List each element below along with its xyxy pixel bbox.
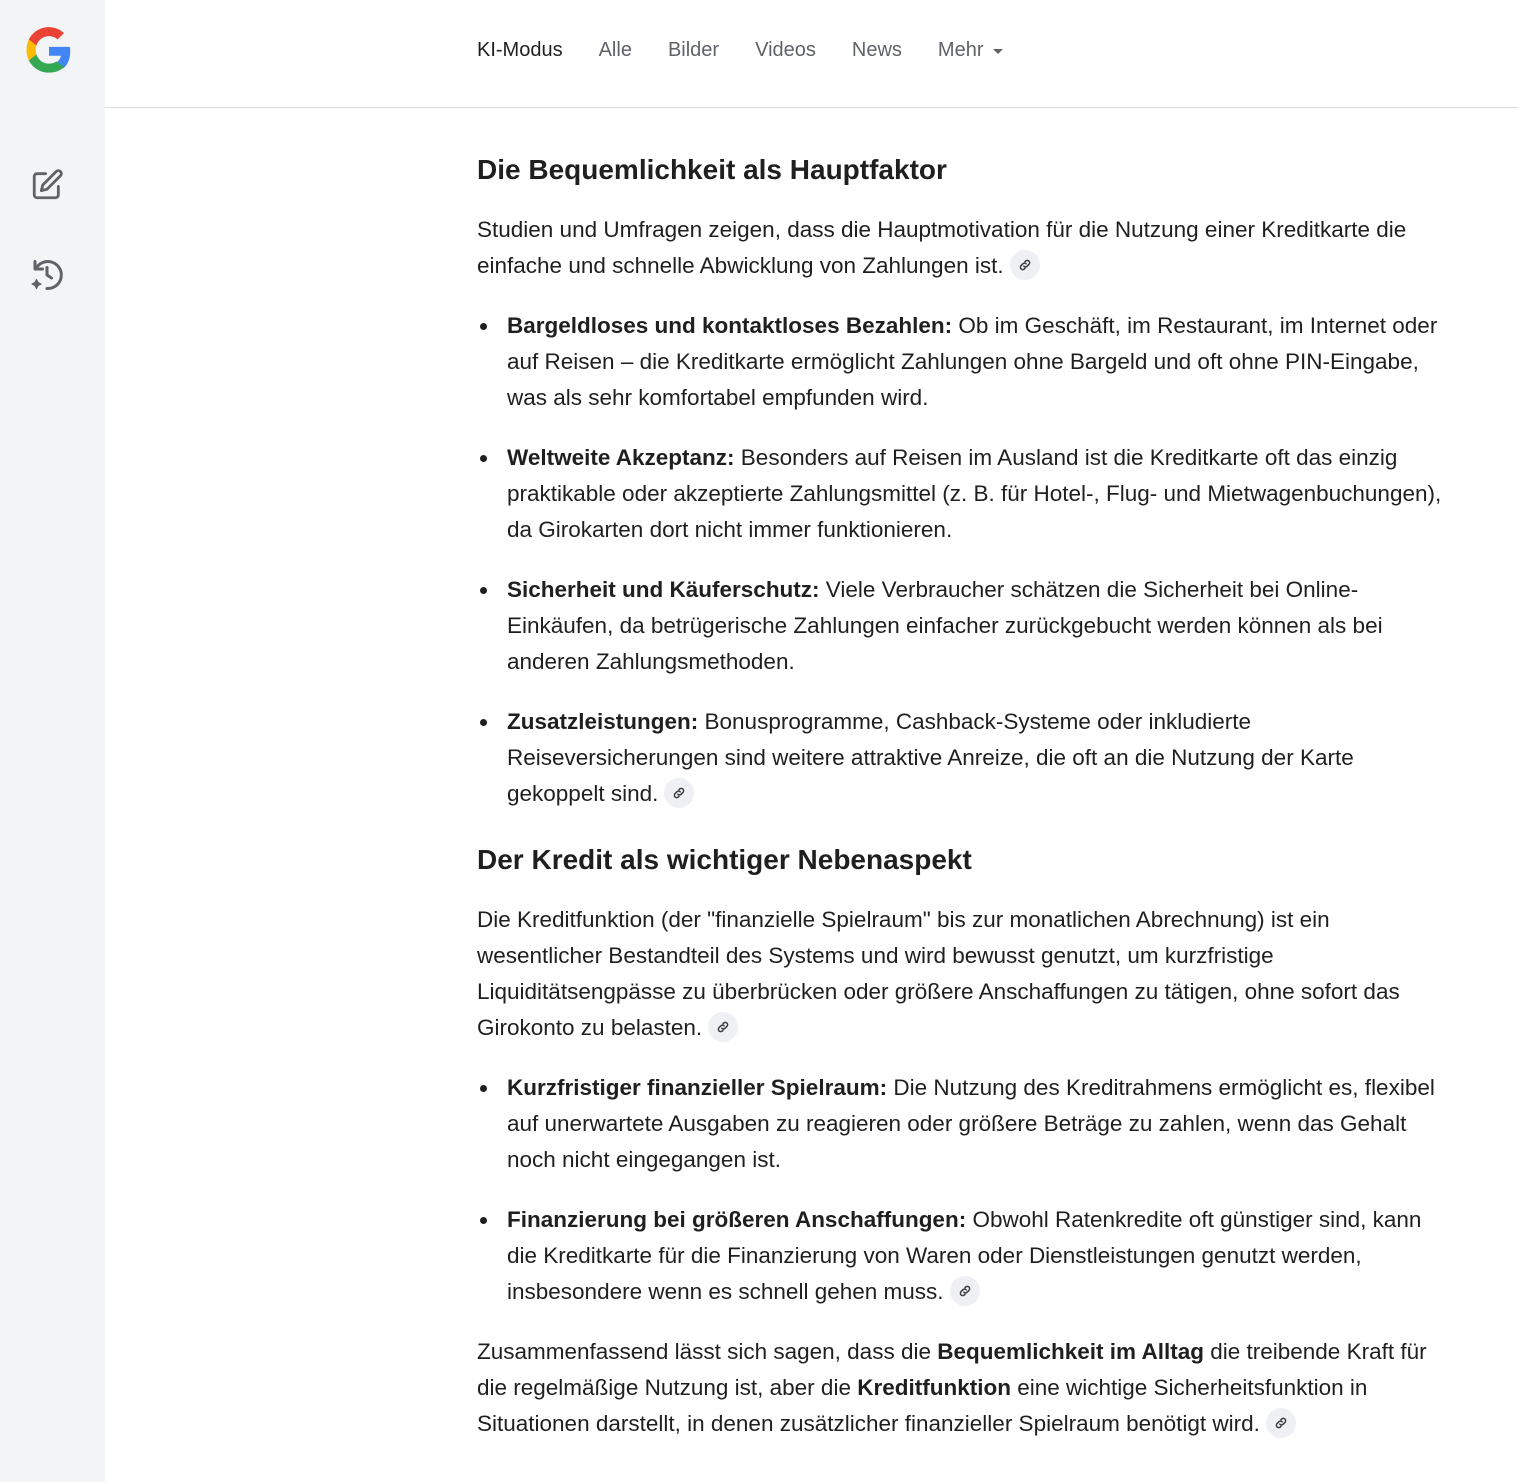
history-icon	[29, 257, 65, 293]
tab-mehr[interactable]: Mehr	[938, 36, 1004, 64]
list-item: Sicherheit und Käuferschutz: Viele Verbraucher schätzen die Sicherheit bei Online-Einkäufen, da betrügerische Zahlungen einfacher zurückgebucht werden können als bei anderen Zahlungsmethoden.	[507, 572, 1457, 680]
paragraph: Die Kreditfunktion (der "finanzielle Spielraum" bis zur monatlichen Abrechnung) ist ein wesentlicher Bestandteil des Systems und wird bewusst genutzt, um kurzfristige Liquiditätsengpässe zu überbrücken oder größere Anschaffungen zu tätigen, ohne sofort das Girokonto zu belasten.	[477, 902, 1457, 1046]
google-g-logo[interactable]	[23, 25, 75, 77]
left-rail	[0, 0, 105, 1482]
list-item: Finanzierung bei größeren Anschaffungen: Obwohl Ratenkredite oft günstiger sind, kann die Kreditkarte für die Finanzierung von Waren oder Dienstleistungen genutzt werden, insbesondere wenn es schnell gehen muss.	[507, 1202, 1457, 1310]
ai-answer	[477, 140, 1457, 1442]
link-icon	[672, 786, 686, 800]
tab-videos[interactable]: Videos	[755, 39, 816, 61]
history-button[interactable]	[27, 255, 67, 295]
tab-ki-modus[interactable]: KI-Modus	[477, 39, 563, 61]
tab-news[interactable]: News	[851, 39, 902, 61]
link-icon	[716, 1020, 730, 1034]
summary-paragraph: Zusammenfassend lässt sich sagen, dass die Bequemlichkeit im Alltag die treibende Kraft für die regelmäßige Nutzung ist, aber die Kreditfunktion eine wichtige Sicherheitsfunktion in Situationen darstellt, in denen zusätzlicher finanzieller Spielraum benötigt wird.	[477, 1334, 1457, 1442]
source-link-button[interactable]	[1266, 1408, 1296, 1438]
new-chat-button[interactable]	[27, 165, 67, 205]
source-link-button[interactable]	[950, 1276, 980, 1306]
section-heading: Der Kredit als wichtiger Nebenaspekt	[477, 844, 972, 875]
source-link-button[interactable]	[708, 1012, 738, 1042]
link-icon	[1274, 1416, 1288, 1430]
source-link-button[interactable]	[664, 778, 694, 808]
list-item: Weltweite Akzeptanz: Besonders auf Reisen im Ausland ist die Kreditkarte oft das einzig praktikable oder akzeptierte Zahlungsmittel (z. B. für Hotel-, Flug- und Mietwagenbuchungen), da Girokarten dort nicht immer funktionieren.	[507, 440, 1457, 548]
tab-bilder[interactable]: Bilder	[667, 39, 720, 61]
bullet-list	[477, 1070, 1457, 1310]
paragraph: Studien und Umfragen zeigen, dass die Hauptmotivation für die Nutzung einer Kreditkarte die einfache und schnelle Abwicklung von Zahlungen ist.	[477, 212, 1457, 284]
edit-icon	[30, 168, 64, 202]
list-item: Zusatzleistungen: Bonusprogramme, Cashback-Systeme oder inkludierte Reiseversicherungen sind weitere attraktive Anreize, die oft an die Nutzung der Karte gekoppelt sind.	[507, 704, 1457, 812]
link-icon	[958, 1284, 972, 1298]
list-item: Kurzfristiger finanzieller Spielraum: Die Nutzung des Kreditrahmens ermöglicht es, flexibel auf unerwartete Ausgaben zu reagieren oder größere Beträge zu zahlen, wenn das Gehalt noch nicht eingegangen ist.	[507, 1070, 1457, 1178]
list-item: Bargeldloses und kontaktloses Bezahlen: Ob im Geschäft, im Restaurant, im Internet oder auf Reisen – die Kreditkarte ermöglicht Zahlungen ohne Bargeld und oft ohne PIN-Eingabe, was als sehr komfortabel empfunden wird.	[507, 308, 1457, 416]
top-bar	[105, 0, 1518, 108]
bullet-list	[477, 308, 1457, 812]
search-tabs	[477, 36, 1039, 64]
source-link-button[interactable]	[1010, 250, 1040, 280]
link-icon	[1018, 258, 1032, 272]
tab-alle[interactable]: Alle	[598, 39, 632, 61]
section-heading: Die Bequemlichkeit als Hauptfaktor	[477, 154, 947, 185]
caret-down-icon	[993, 49, 1003, 54]
